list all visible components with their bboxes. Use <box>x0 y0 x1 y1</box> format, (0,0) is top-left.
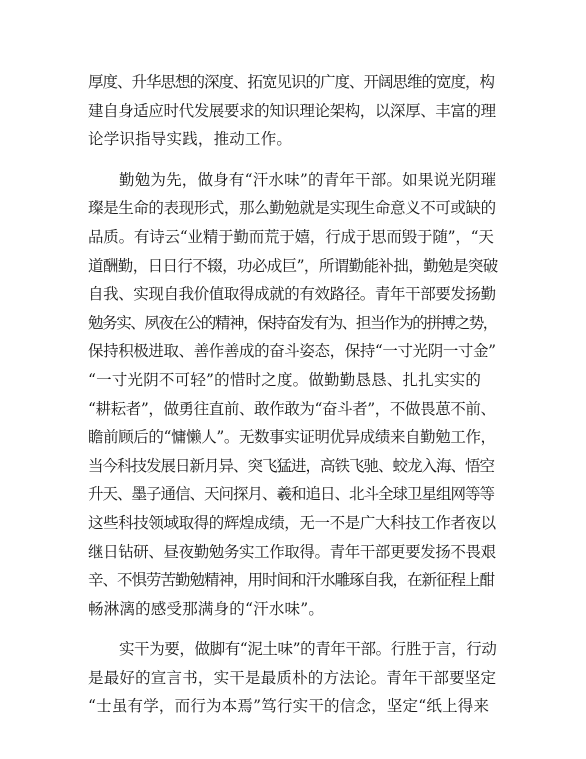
paragraph-diligence <box>88 166 498 624</box>
text-line: 厚度、升华思想的深度、拓宽见识的广度、开阔思维的宽度，构 <box>88 73 495 91</box>
text-line: 璨是生命的表现形式，那么勤勉就是实现生命意义不可或缺的 <box>88 199 496 218</box>
paragraph-knowledge-continued <box>88 68 498 154</box>
text-line: 论学识指导实践，推动工作。 <box>88 130 293 149</box>
text-line: 这些科技领域取得的辉煌成绩，无一不是广大科技工作者夜以 <box>88 513 496 532</box>
text-line: 自我、实现自我价值取得成就的有效路径。青年干部要发扬勤 <box>88 285 496 304</box>
text-line: “士虽有学，而行为本焉”笃行实干的信念，坚定“纸上得来 <box>88 697 490 716</box>
text-line: “一寸光阴不可轻”的惜时之度。做勤勤恳恳、扎扎实实的 <box>88 370 482 389</box>
text-line: 瞻前顾后的“慵懒人”。无数事实证明优异成绩来自勤勉工作， <box>88 428 496 447</box>
text-line: 当今科技发展日新月异、突飞猛进，高铁飞驰、蛟龙入海、悟空 <box>88 456 495 475</box>
paragraph-practice <box>88 635 498 721</box>
text-line: 继日钻研、昼夜勤勉务实工作取得。青年干部更要发扬不畏艰 <box>88 542 496 561</box>
document-body <box>88 68 498 721</box>
paragraph-gap <box>88 154 498 166</box>
text-line: 是最好的宣言书，实干是最质朴的方法论。青年干部要坚定 <box>88 668 497 687</box>
paragraph-gap <box>88 623 498 635</box>
text-line: 勤勉为先，做身有“汗水味”的青年干部。如果说光阴璀 <box>119 170 497 189</box>
text-line: 畅淋漓的感受那满身的“汗水味”。 <box>88 599 325 618</box>
text-line: 道酬勤，日日行不辍，功必成巨”，所谓勤能补拙，勤勉是突破 <box>88 256 498 275</box>
text-line: 品质。有诗云“业精于勤而荒于嬉，行成于思而毁于随”，“天 <box>88 227 494 246</box>
text-line: 辛、不惧劳苦勤勉精神，用时间和汗水雕琢自我，在新征程上酣 <box>88 571 495 590</box>
text-line: “耕耘者”，做勇往直前、敢作敢为“奋斗者”，不做畏葸不前、 <box>88 399 496 418</box>
text-line: 实干为要，做脚有“泥土味”的青年干部。行胜于言，行动 <box>119 640 497 659</box>
text-line: 勉务实、夙夜在公的精神，保持奋发有为、担当作为的拼搏之势， <box>88 313 497 332</box>
text-line: 建自身适应时代发展要求的知识理论架构，以深厚、丰富的理 <box>88 101 496 120</box>
text-line: 升天、墨子通信、天问探月、羲和追日、北斗全球卫星组网等等 <box>88 485 495 504</box>
text-line: 保持积极进取、善作善成的奋斗姿态，保持“一寸光阴一寸金” <box>88 342 496 361</box>
